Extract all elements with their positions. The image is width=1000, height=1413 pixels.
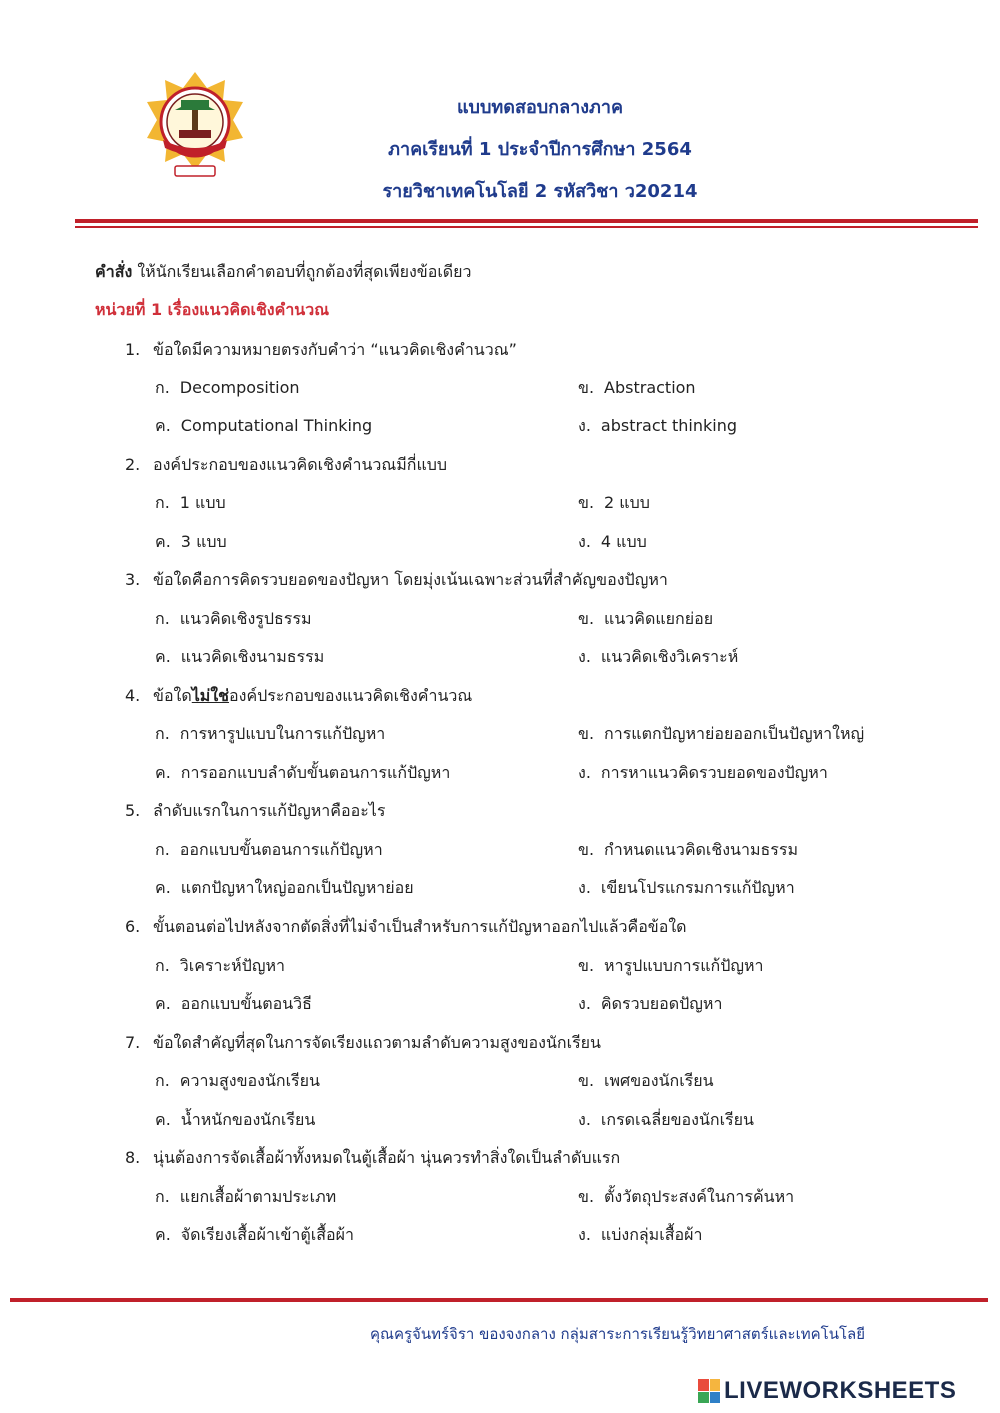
- option-6a[interactable]: ก. วิเคราะห์ปัญหา: [155, 956, 285, 975]
- option-1a[interactable]: ก. Decomposition: [155, 378, 300, 397]
- option-3a[interactable]: ก. แนวคิดเชิงรูปธรรม: [155, 609, 312, 628]
- question-text: ลำดับแรกในการแก้ปัญหาคืออะไร: [153, 801, 386, 820]
- instruction: [95, 260, 472, 285]
- option-7c[interactable]: ค. น้ำหนักของนักเรียน: [155, 1110, 316, 1129]
- question-text: ข้อใดสำคัญที่สุดในการจัดเรียงแถวตามลำดับความสูงของนักเรียน: [153, 1033, 601, 1052]
- option-6b[interactable]: ข. หารูปแบบการแก้ปัญหา: [578, 956, 764, 975]
- option-2d[interactable]: ง. 4 แบบ: [578, 532, 647, 551]
- question-7: 7. ข้อใดสำคัญที่สุดในการจัดเรียงแถวตามลำดับความสูงของนักเรียน: [125, 1033, 601, 1052]
- option-8d[interactable]: ง. แบ่งกลุ่มเสื้อผ้า: [578, 1225, 703, 1244]
- option-6d[interactable]: ง. คิดรวบยอดปัญหา: [578, 994, 723, 1013]
- emphasis-not: ไม่ใช่: [191, 686, 230, 705]
- liveworksheets-icon: [698, 1379, 720, 1403]
- semester-line: ภาคเรียนที่ 1 ประจำปีการศึกษา 2564: [388, 139, 692, 160]
- option-4b[interactable]: ข. การแตกปัญหาย่อยออกเป็นปัญหาใหญ่: [578, 724, 865, 743]
- brand-name: LIVEWORKSHEETS: [724, 1377, 957, 1404]
- footer-credit: คุณครูจันทร์จิรา ของจงกลาง กลุ่มสาระการเรียนรู้วิทยาศาสตร์และเทคโนโลยี: [370, 1325, 865, 1343]
- option-6c[interactable]: ค. ออกแบบขั้นตอนวิธี: [155, 994, 312, 1013]
- option-4d[interactable]: ง. การหาแนวคิดรวบยอดของปัญหา: [578, 763, 828, 782]
- option-8b[interactable]: ข. ตั้งวัตถุประสงค์ในการค้นหา: [578, 1187, 795, 1206]
- exam-title: แบบทดสอบกลางภาค: [456, 97, 624, 118]
- header-divider-thin: [75, 226, 978, 228]
- option-3c[interactable]: ค. แนวคิดเชิงนามธรรม: [155, 647, 325, 666]
- question-text: ข้อใดมีความหมายตรงกับคำว่า “แนวคิดเชิงคำนวณ”: [153, 340, 517, 359]
- question-2: 2. องค์ประกอบของแนวคิดเชิงคำนวณมีกี่แบบ: [125, 455, 448, 474]
- instruction-text: ให้นักเรียนเลือกคำตอบที่ถูกต้องที่สุดเพียงข้อเดียว: [137, 262, 472, 281]
- option-3d[interactable]: ง. แนวคิดเชิงวิเคราะห์: [578, 647, 739, 666]
- question-8: 8. นุ่นต้องการจัดเสื้อผ้าทั้งหมดในตู้เสื้อผ้า นุ่นควรทำสิ่งใดเป็นลำดับแรก: [125, 1148, 621, 1167]
- option-7d[interactable]: ง. เกรดเฉลี่ยของนักเรียน: [578, 1110, 754, 1129]
- option-4a[interactable]: ก. การหารูปแบบในการแก้ปัญหา: [155, 724, 386, 743]
- option-1d[interactable]: ง. abstract thinking: [578, 416, 738, 435]
- unit-title: หน่วยที่ 1 เรื่องแนวคิดเชิงคำนวณ: [95, 300, 330, 319]
- question-text: องค์ประกอบของแนวคิดเชิงคำนวณมีกี่แบบ: [153, 455, 448, 474]
- option-5b[interactable]: ข. กำหนดแนวคิดเชิงนามธรรม: [578, 840, 799, 859]
- school-emblem-logo: [145, 70, 245, 190]
- question-6: 6. ขั้นตอนต่อไปหลังจากตัดสิ่งที่ไม่จำเป็นสำหรับการแก้ปัญหาออกไปแล้วคือข้อใด: [125, 917, 687, 936]
- option-1c[interactable]: ค. Computational Thinking: [155, 416, 373, 435]
- question-text: ขั้นตอนต่อไปหลังจากตัดสิ่งที่ไม่จำเป็นสำหรับการแก้ปัญหาออกไปแล้วคือข้อใด: [153, 917, 687, 936]
- option-8a[interactable]: ก. แยกเสื้อผ้าตามประเภท: [155, 1187, 337, 1206]
- question-text: ข้อใดคือการคิดรวบยอดของปัญหา โดยมุ่งเน้นเฉพาะส่วนที่สำคัญของปัญหา: [153, 570, 668, 589]
- option-7a[interactable]: ก. ความสูงของนักเรียน: [155, 1071, 320, 1090]
- liveworksheets-brand: [698, 1377, 956, 1405]
- question-text: นุ่นต้องการจัดเสื้อผ้าทั้งหมดในตู้เสื้อผ้า นุ่นควรทำสิ่งใดเป็นลำดับแรก: [153, 1148, 621, 1167]
- question-3: 3. ข้อใดคือการคิดรวบยอดของปัญหา โดยมุ่งเน้นเฉพาะส่วนที่สำคัญของปัญหา: [125, 570, 668, 589]
- option-5d[interactable]: ง. เขียนโปรแกรมการแก้ปัญหา: [578, 878, 795, 897]
- header-divider: [75, 219, 978, 223]
- option-2c[interactable]: ค. 3 แบบ: [155, 532, 227, 551]
- question-1: 1. ข้อใดมีความหมายตรงกับคำว่า “แนวคิดเชิงคำนวณ”: [125, 340, 517, 359]
- question-4: 4. ข้อใดไม่ใช่องค์ประกอบของแนวคิดเชิงคำนวณ: [125, 686, 473, 705]
- option-7b[interactable]: ข. เพศของนักเรียน: [578, 1071, 714, 1090]
- option-2a[interactable]: ก. 1 แบบ: [155, 493, 226, 512]
- subject-line: รายวิชาเทคโนโลยี 2 รหัสวิชา ว20214: [382, 181, 698, 202]
- question-5: 5. ลำดับแรกในการแก้ปัญหาคืออะไร: [125, 801, 386, 820]
- option-1b[interactable]: ข. Abstraction: [578, 378, 696, 397]
- option-3b[interactable]: ข. แนวคิดแยกย่อย: [578, 609, 714, 628]
- option-5c[interactable]: ค. แตกปัญหาใหญ่ออกเป็นปัญหาย่อย: [155, 878, 414, 897]
- option-8c[interactable]: ค. จัดเรียงเสื้อผ้าเข้าตู้เสื้อผ้า: [155, 1225, 354, 1244]
- instruction-label: คำสั่ง: [95, 262, 133, 281]
- footer-divider: [10, 1298, 988, 1302]
- option-2b[interactable]: ข. 2 แบบ: [578, 493, 650, 512]
- option-5a[interactable]: ก. ออกแบบขั้นตอนการแก้ปัญหา: [155, 840, 383, 859]
- option-4c[interactable]: ค. การออกแบบลำดับขั้นตอนการแก้ปัญหา: [155, 763, 451, 782]
